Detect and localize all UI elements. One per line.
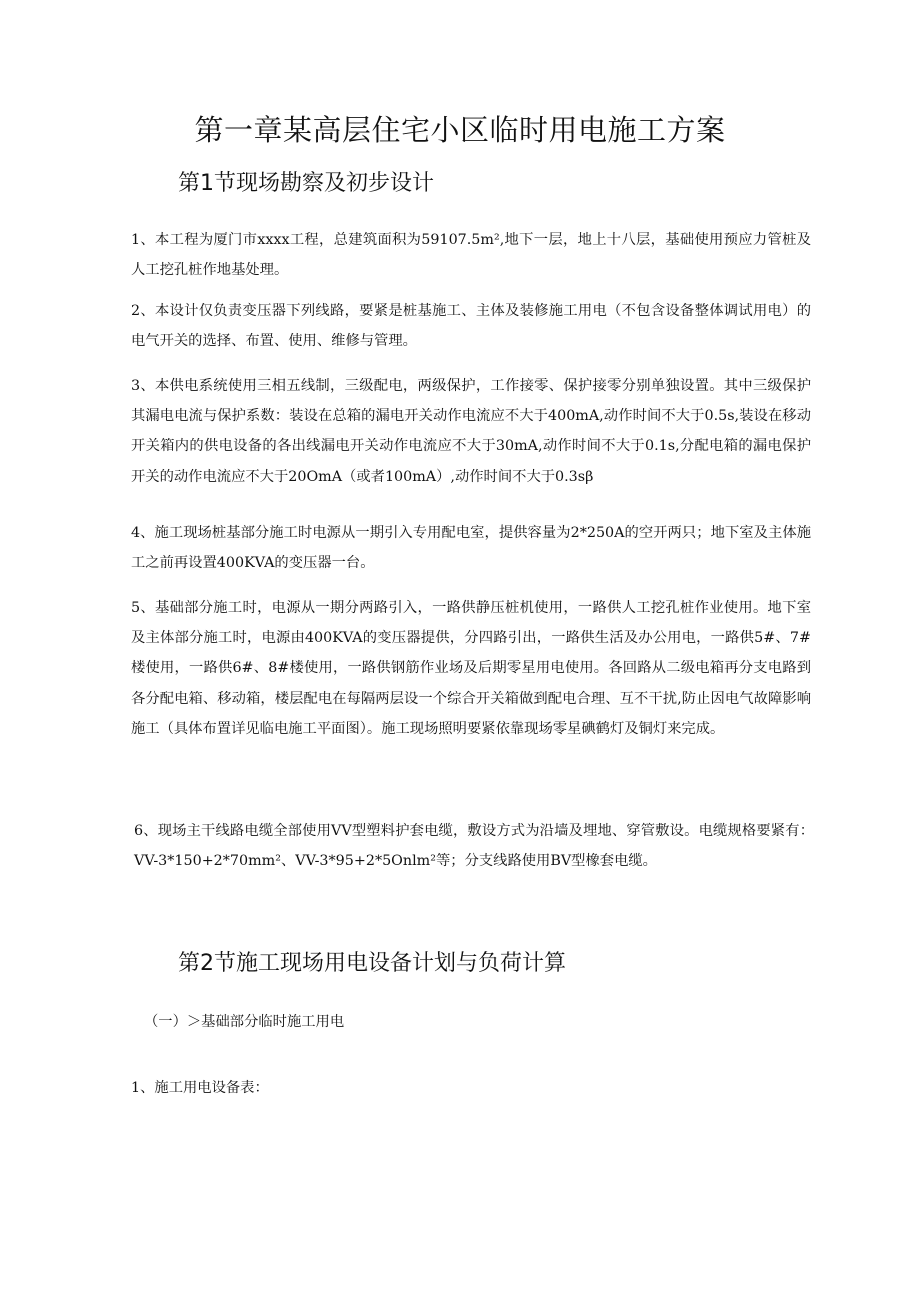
section-1-title: 第1节现场勘察及初步设计 <box>178 171 434 196</box>
paragraph-1: 1、本工程为厦门市xxxx工程，总建筑面积为59107.5m²,地下一层，地上十八层，基础使用预应力管桩及人工挖孔桩作地基处理。 <box>131 232 811 279</box>
equipment-table-label: 1、施工用电设备表： <box>131 1080 269 1096</box>
paragraph-4: 4、施工现场桩基部分施工时电源从一期引入专用配电室，提供容量为2*250A的空开两只；地下室及主体施工之前再设置400KVA的变压器一台。 <box>131 525 811 572</box>
subsection-heading: （一）＞基础部分临时施工用电 <box>144 1014 345 1030</box>
paragraph-3: 3、本供电系统使用三相五线制，三级配电，两级保护，工作接零、保护接零分别单独设置。其中三级保护其漏电电流与保护系数：装设在总箱的漏电开关动作电流应不大于400mA,动作时间不大于0.5s,装设在移动开关箱内的供电设备的各出线漏电开关动作电流应不大于30mA,动作时间不大于0.1s,分配电箱的漏电保护开关的动作电流应不大于20OmA（或者100mA）,动作时间不大于0.3sβ <box>131 378 811 485</box>
paragraph-6: 6、现场主干线路电缆全部使用VV型塑料护套电缆，敷设方式为沿墙及埋地、穿管敷设。电缆规格要紧有：VV-3*150+2*70mm²、VV-3*95+2*5Onlm²等；分支线路使用BV型橡套电缆。 <box>134 823 814 870</box>
chapter-title: 第一章某高层住宅小区临时用电施工方案 <box>194 113 726 147</box>
paragraph-2: 2、本设计仅负责变压器下列线路，要紧是桩基施工、主体及装修施工用电（不包含设备整体调试用电）的电气开关的选择、布置、使用、维修与管理。 <box>131 303 811 350</box>
paragraph-5: 5、基础部分施工时，电源从一期分两路引入，一路供静压桩机使用，一路供人工挖孔桩作业使用。地下室及主体部分施工时，电源由400KVA的变压器提供，分四路引出，一路供生活及办公用电，一路供5#、7#楼使用，一路供6#、8#楼使用，一路供钢筋作业场及后期零星用电使用。各回路从二级电箱再分支电路到各分配电箱、移动箱，楼层配电在每隔两层设一个综合开关箱做到配电合理、互不干扰,防止因电气故障影响施工（具体布置详见临电施工平面图）。施工现场照明要紧依靠现场零星碘鹤灯及铜灯来完成。 <box>131 600 811 737</box>
section-2-title: 第2节施工现场用电设备计划与负荷计算 <box>178 951 566 976</box>
